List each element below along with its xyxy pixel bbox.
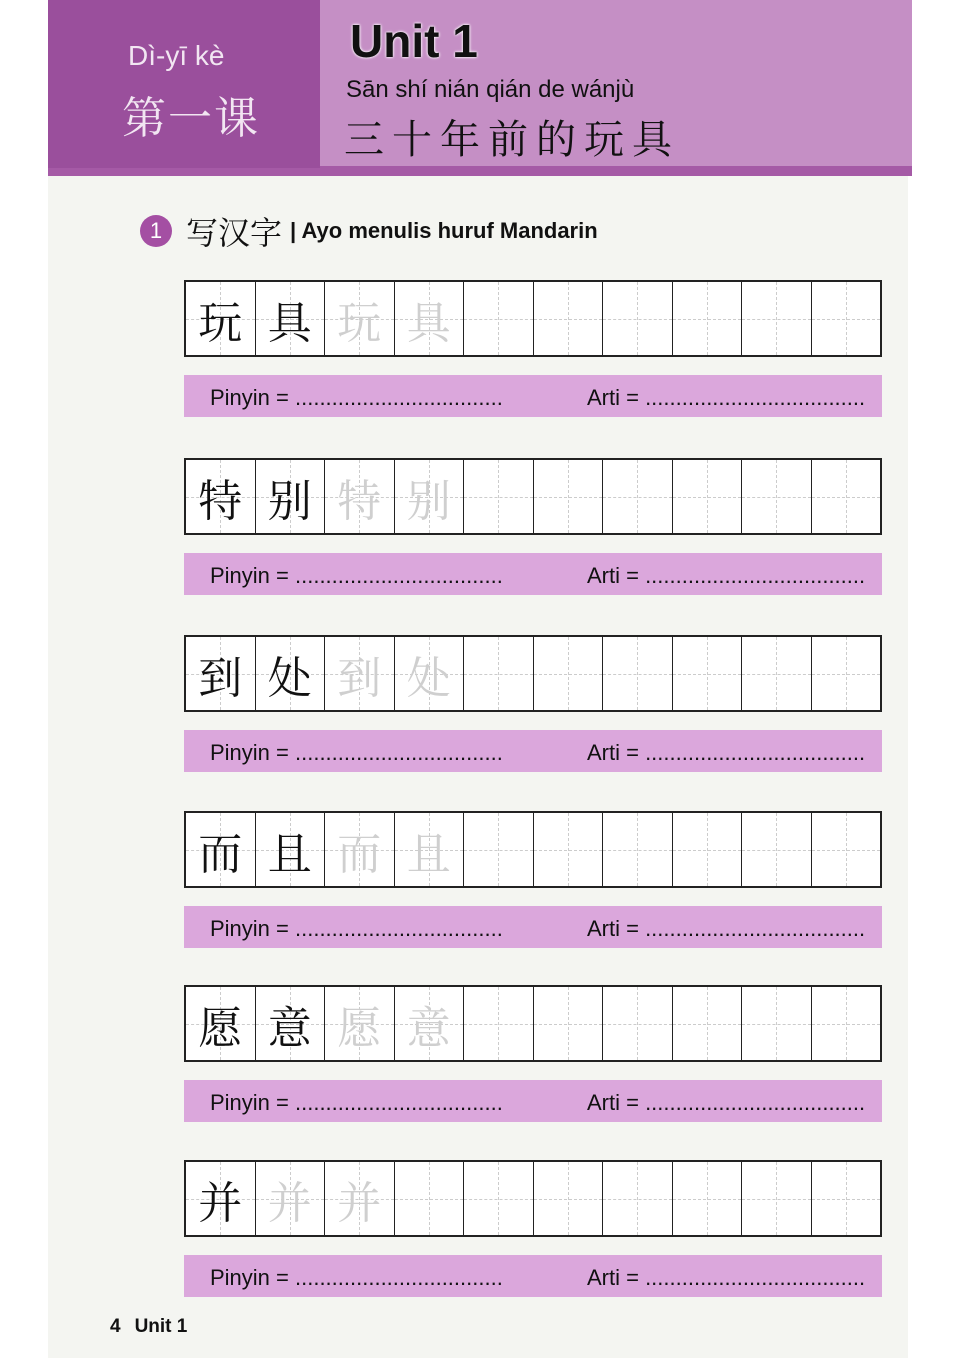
character: 到 (198, 652, 243, 704)
empty-practice-cell[interactable] (534, 813, 604, 886)
character: 具 (267, 297, 312, 349)
character: 并 (267, 1177, 312, 1229)
character: 特 (198, 475, 243, 527)
character: 别 (406, 475, 451, 527)
empty-practice-cell[interactable] (464, 987, 534, 1060)
character: 特 (337, 475, 382, 527)
title-pinyin: Sān shí nián qián de wánjù (346, 76, 635, 103)
empty-practice-cell[interactable] (812, 1162, 881, 1235)
model-character-cell (256, 282, 326, 355)
empty-practice-cell[interactable] (812, 282, 881, 355)
trace-character-cell[interactable] (325, 460, 395, 533)
model-character-cell (256, 987, 326, 1060)
character: 而 (198, 828, 243, 880)
empty-practice-cell[interactable] (742, 282, 812, 355)
writing-grid (184, 635, 882, 712)
empty-practice-cell[interactable] (395, 1162, 465, 1235)
empty-practice-cell[interactable] (464, 637, 534, 710)
answer-bar (184, 730, 882, 772)
model-character-cell (256, 637, 326, 710)
lesson-pinyin: Dì-yī kè (128, 40, 225, 71)
pinyin-answer-field[interactable]: Pinyin = .................................. (210, 916, 503, 941)
empty-practice-cell[interactable] (534, 282, 604, 355)
empty-practice-cell[interactable] (742, 1162, 812, 1235)
character: 并 (337, 1177, 382, 1229)
meaning-answer-field[interactable]: Arti = .................................... (587, 740, 866, 765)
empty-practice-cell[interactable] (673, 1162, 743, 1235)
character: 别 (267, 475, 312, 527)
character: 到 (337, 652, 382, 704)
trace-character-cell[interactable] (256, 1162, 326, 1235)
empty-practice-cell[interactable] (534, 460, 604, 533)
pinyin-answer-field[interactable]: Pinyin = .................................. (210, 1265, 503, 1290)
trace-character-cell[interactable] (395, 813, 465, 886)
writing-grid (184, 280, 882, 357)
page-number: 4 (110, 1316, 121, 1337)
trace-character-cell[interactable] (325, 282, 395, 355)
pinyin-answer-field[interactable]: Pinyin = .................................. (210, 1090, 503, 1115)
empty-practice-cell[interactable] (812, 987, 881, 1060)
pinyin-answer-field[interactable]: Pinyin = .................................. (210, 740, 503, 765)
writing-grid (184, 985, 882, 1062)
character: 意 (267, 1002, 312, 1054)
unit-header (48, 0, 912, 176)
character: 且 (406, 828, 451, 880)
character: 玩 (337, 297, 382, 349)
lesson-label-panel (48, 0, 320, 168)
trace-character-cell[interactable] (395, 637, 465, 710)
empty-practice-cell[interactable] (673, 813, 743, 886)
writing-grid (184, 811, 882, 888)
character: 并 (198, 1177, 243, 1229)
lesson-chinese: 第一课 (122, 93, 260, 144)
trace-character-cell[interactable] (395, 460, 465, 533)
character: 愿 (337, 1002, 382, 1054)
empty-practice-cell[interactable] (464, 1162, 534, 1235)
trace-character-cell[interactable] (325, 637, 395, 710)
empty-practice-cell[interactable] (673, 987, 743, 1060)
character: 处 (406, 652, 451, 704)
answer-bar (184, 375, 882, 417)
empty-practice-cell[interactable] (812, 637, 881, 710)
model-character-cell (186, 1162, 256, 1235)
empty-practice-cell[interactable] (673, 637, 743, 710)
empty-practice-cell[interactable] (603, 1162, 673, 1235)
empty-practice-cell[interactable] (812, 813, 881, 886)
footer-unit: Unit 1 (134, 1316, 188, 1337)
trace-character-cell[interactable] (325, 813, 395, 886)
pinyin-answer-field[interactable]: Pinyin = .................................. (210, 563, 503, 588)
answer-bar (184, 1080, 882, 1122)
empty-practice-cell[interactable] (603, 987, 673, 1060)
empty-practice-cell[interactable] (464, 460, 534, 533)
empty-practice-cell[interactable] (603, 813, 673, 886)
model-character-cell (186, 813, 256, 886)
writing-grid (184, 458, 882, 535)
empty-practice-cell[interactable] (464, 282, 534, 355)
empty-practice-cell[interactable] (603, 637, 673, 710)
meaning-answer-field[interactable]: Arti = .................................... (587, 385, 866, 410)
page-footer (110, 1316, 201, 1338)
character: 愿 (198, 1002, 243, 1054)
answer-bar (184, 906, 882, 948)
model-character-cell (256, 813, 326, 886)
empty-practice-cell[interactable] (603, 282, 673, 355)
unit-title-panel (320, 0, 912, 166)
meaning-answer-field[interactable]: Arti = .................................... (587, 1090, 866, 1115)
character: 且 (267, 828, 312, 880)
model-character-cell (186, 637, 256, 710)
answer-bar (184, 1255, 882, 1297)
empty-practice-cell[interactable] (742, 637, 812, 710)
empty-practice-cell[interactable] (742, 987, 812, 1060)
pinyin-answer-field[interactable]: Pinyin = .................................. (210, 385, 503, 410)
model-character-cell (186, 987, 256, 1060)
trace-character-cell[interactable] (325, 1162, 395, 1235)
character: 而 (337, 828, 382, 880)
meaning-answer-field[interactable]: Arti = .................................... (587, 1265, 866, 1290)
empty-practice-cell[interactable] (742, 813, 812, 886)
empty-practice-cell[interactable] (534, 987, 604, 1060)
trace-character-cell[interactable] (325, 987, 395, 1060)
meaning-answer-field[interactable]: Arti = .................................... (587, 563, 866, 588)
empty-practice-cell[interactable] (603, 460, 673, 533)
character: 处 (267, 652, 312, 704)
meaning-answer-field[interactable]: Arti = .................................... (587, 916, 866, 941)
empty-practice-cell[interactable] (534, 1162, 604, 1235)
empty-practice-cell[interactable] (534, 637, 604, 710)
character: 具 (406, 297, 451, 349)
model-character-cell (256, 460, 326, 533)
section-number-badge: 1 (140, 215, 172, 247)
model-character-cell (186, 282, 256, 355)
empty-practice-cell[interactable] (742, 460, 812, 533)
character: 意 (406, 1002, 451, 1054)
model-character-cell (186, 460, 256, 533)
section-title-en: | Ayo menulis huruf Mandarin (290, 218, 598, 243)
empty-practice-cell[interactable] (673, 460, 743, 533)
title-chinese: 三十年前的玩具 (344, 117, 680, 163)
writing-grid (184, 1160, 882, 1237)
trace-character-cell[interactable] (395, 987, 465, 1060)
empty-practice-cell[interactable] (673, 282, 743, 355)
character: 玩 (198, 297, 243, 349)
answer-bar (184, 553, 882, 595)
section-title-zh: 写汉字 (186, 214, 283, 252)
unit-title: Unit 1 (350, 15, 478, 67)
section-heading (140, 208, 598, 254)
empty-practice-cell[interactable] (812, 460, 881, 533)
trace-character-cell[interactable] (395, 282, 465, 355)
empty-practice-cell[interactable] (464, 813, 534, 886)
